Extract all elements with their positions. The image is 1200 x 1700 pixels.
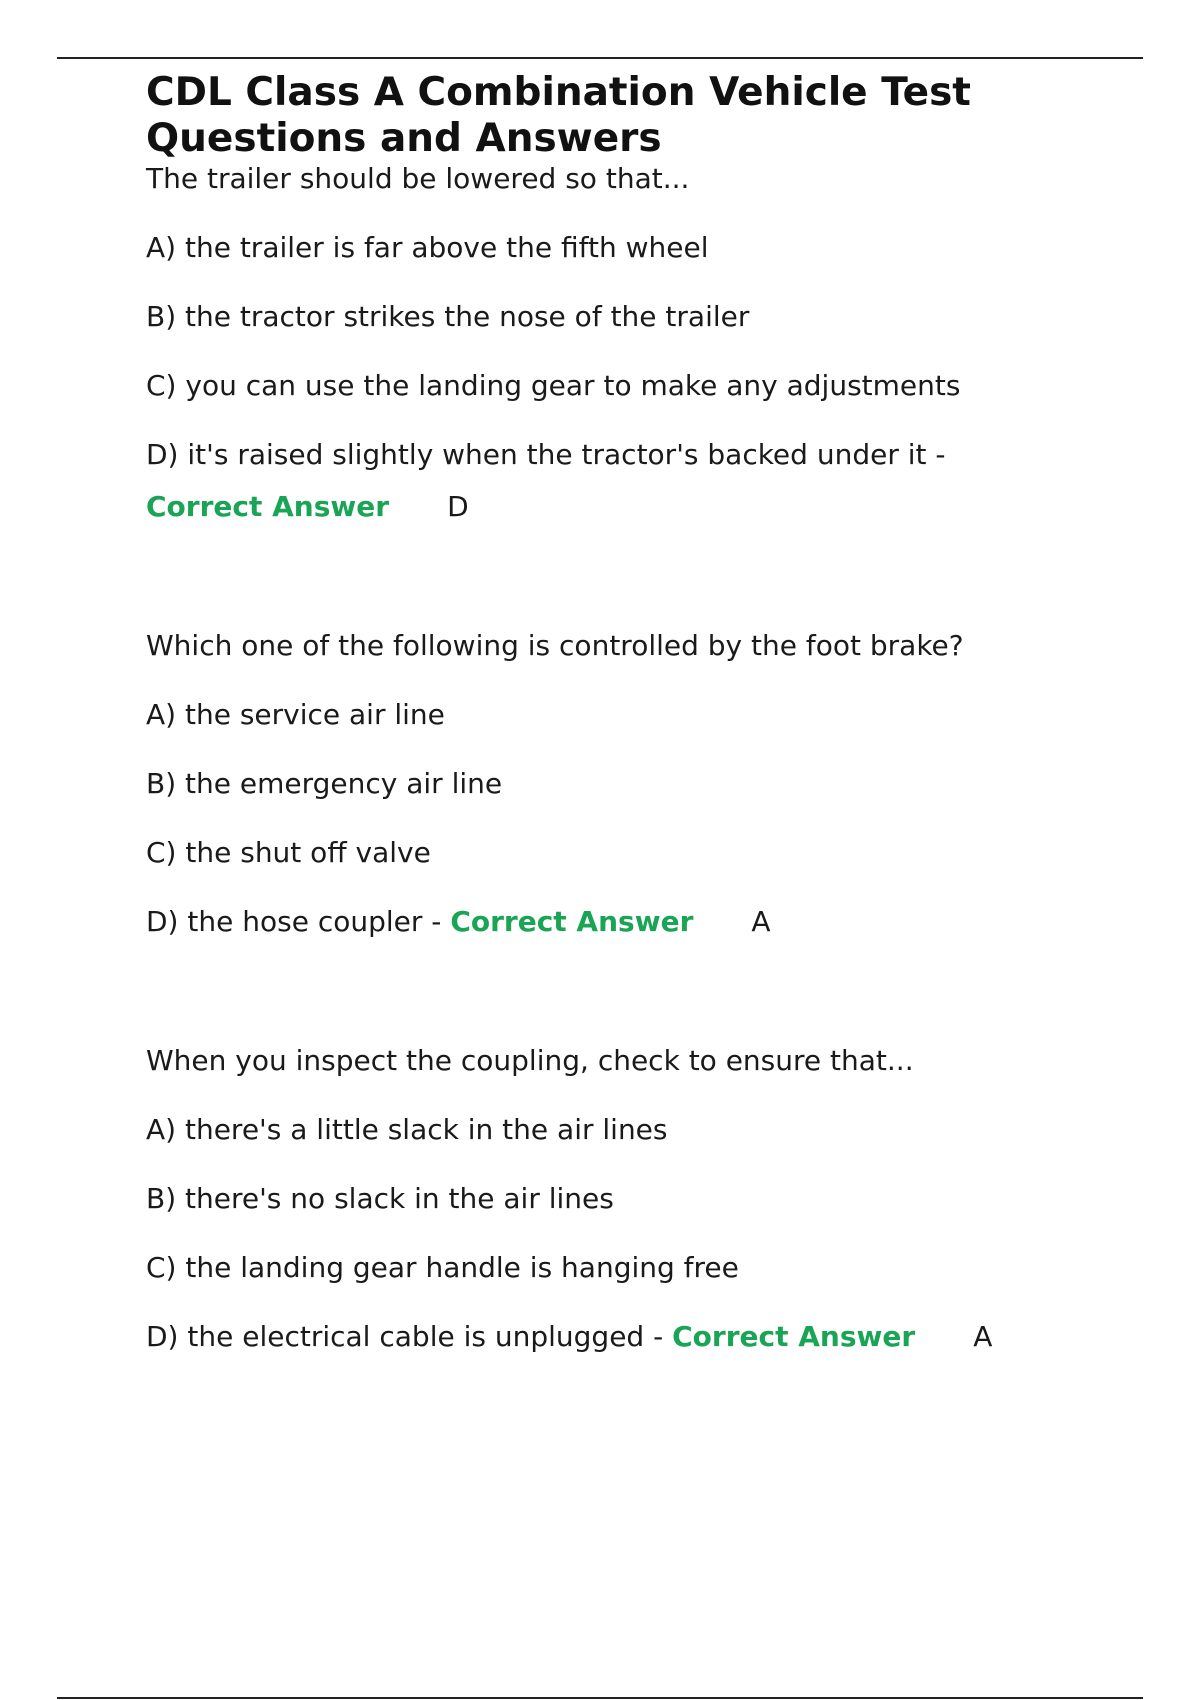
answer-row	[146, 490, 1106, 524]
question-text: When you inspect the coupling, check to ensure that...	[146, 1044, 914, 1077]
option-d: D) the electrical cable is unplugged -	[146, 1320, 664, 1353]
option-b: B) the emergency air line	[146, 767, 503, 800]
correct-answer-letter: A	[751, 905, 771, 938]
option-a: A) there's a little slack in the air lines	[146, 1113, 668, 1146]
option-d: D) it's raised slightly when the tractor's backed under it -	[146, 438, 946, 471]
correct-answer-letter: A	[973, 1320, 993, 1353]
option-d: D) the hose coupler -	[146, 905, 442, 938]
option-d-with-answer	[146, 905, 1106, 939]
option-a: A) the service air line	[146, 698, 445, 731]
option-c: C) you can use the landing gear to make any adjustments	[146, 369, 961, 402]
option-b: B) there's no slack in the air lines	[146, 1182, 614, 1215]
document-body	[146, 70, 1106, 1354]
question-block-2	[146, 629, 1106, 939]
question-block-3	[146, 1044, 1106, 1354]
option-d-with-answer	[146, 1320, 1106, 1354]
correct-answer-label: Correct Answer	[450, 905, 694, 938]
bottom-rule	[57, 1697, 1143, 1699]
correct-answer-label: Correct Answer	[146, 490, 390, 523]
option-a: A) the trailer is far above the fifth wheel	[146, 231, 709, 264]
question-text: Which one of the following is controlled by the foot brake?	[146, 629, 964, 662]
document-title: CDL Class A Combination Vehicle Test Questions and Answers	[146, 70, 971, 161]
question-text: The trailer should be lowered so that...	[146, 162, 690, 195]
top-rule	[57, 57, 1143, 59]
option-b: B) the tractor strikes the nose of the trailer	[146, 300, 750, 333]
question-block-1	[146, 162, 1106, 524]
option-c: C) the shut off valve	[146, 836, 431, 869]
option-c: C) the landing gear handle is hanging free	[146, 1251, 739, 1284]
correct-answer-label: Correct Answer	[672, 1320, 916, 1353]
correct-answer-letter: D	[447, 490, 469, 523]
